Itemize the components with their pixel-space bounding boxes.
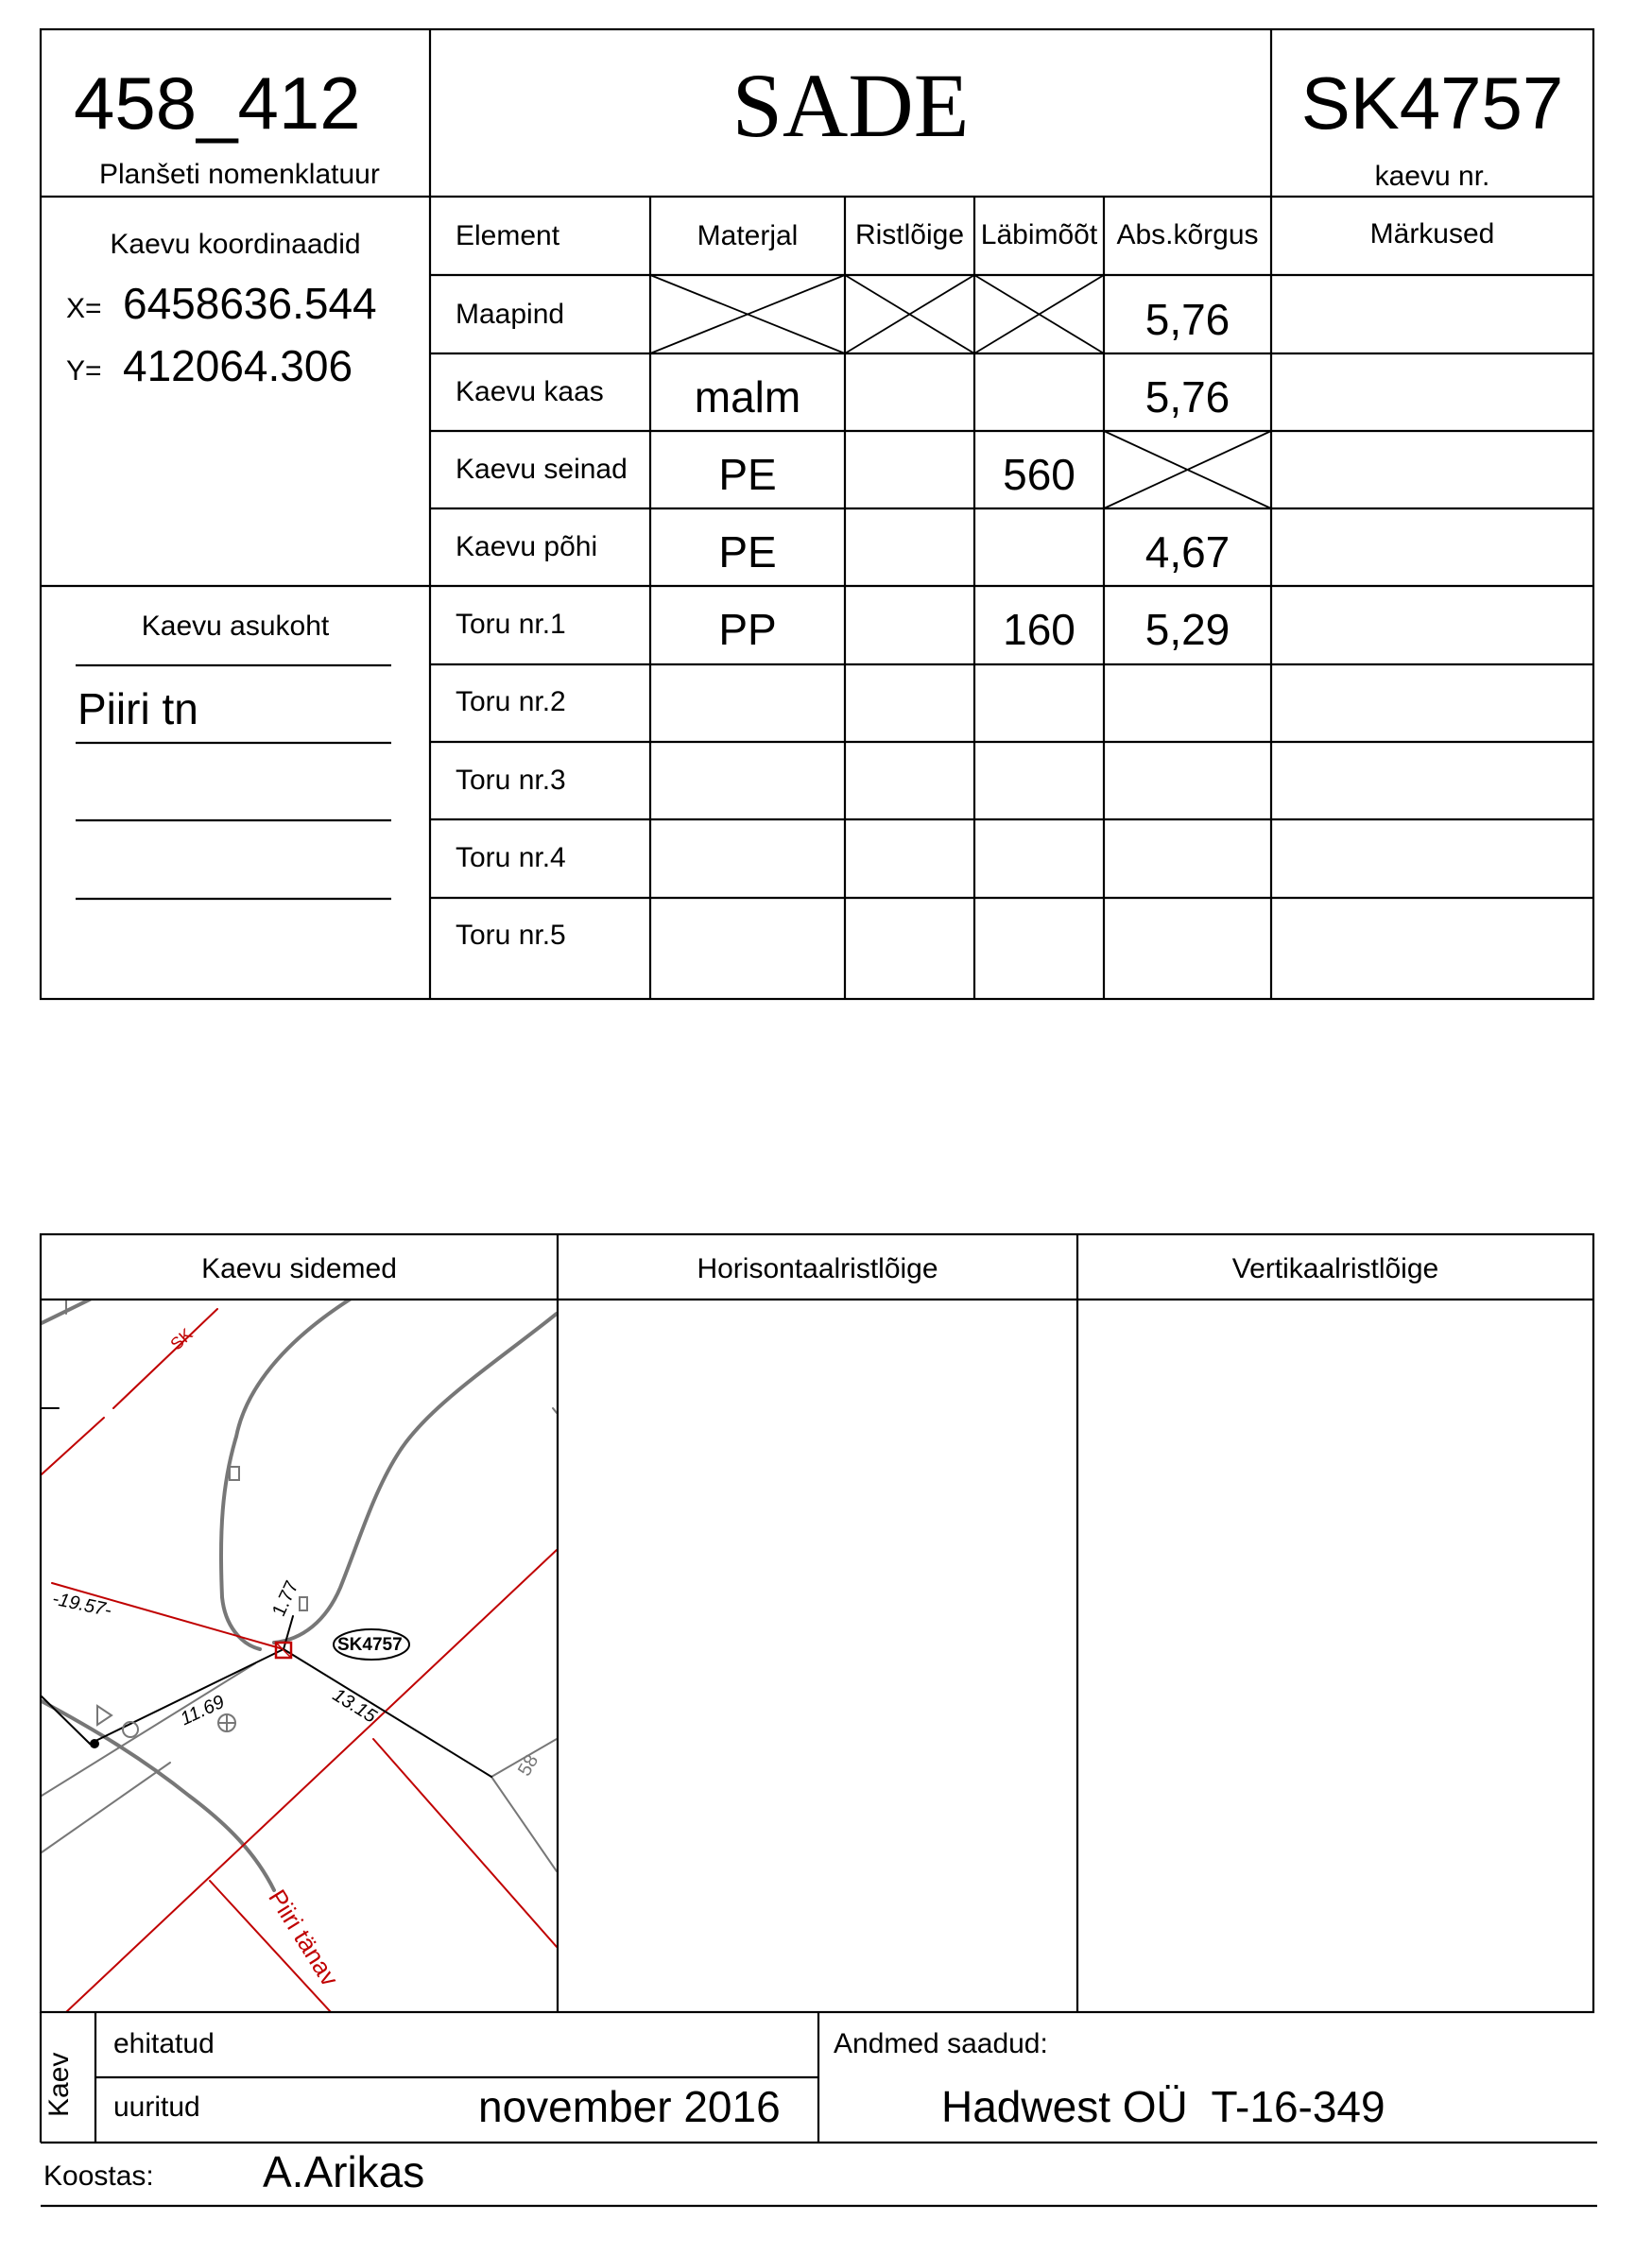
surveyed-date: november 2016	[478, 2082, 781, 2131]
well-number: SK4757	[1300, 61, 1564, 145]
vertical-section-label: Vertikaalristlõige	[1231, 1253, 1439, 1284]
author-label: Koostas:	[43, 2160, 154, 2192]
x-coordinate: 6458636.544	[123, 279, 377, 328]
map-dim-2: 11.69	[177, 1691, 228, 1730]
row-element: Kaevu kaas	[456, 376, 604, 407]
row-diameter: 560	[1003, 450, 1076, 499]
coordinates-label: Kaevu koordinaadid	[110, 229, 361, 260]
y-label: Y=	[66, 355, 102, 387]
horizontal-section-label: Horisontaalristlõige	[697, 1253, 938, 1284]
row-material: PP	[718, 605, 777, 654]
ties-section-label: Kaevu sidemed	[201, 1253, 397, 1284]
map-line-label: SK	[166, 1324, 197, 1354]
col-header-material: Materjal	[697, 220, 799, 251]
map-dim-1: 1.77	[268, 1577, 303, 1620]
col-header-elevation: Abs.kõrgus	[1116, 219, 1259, 250]
row-elevation: 4,67	[1144, 527, 1230, 577]
row-element: Toru nr.5	[456, 920, 566, 951]
planset-number: 458_412	[74, 61, 361, 145]
row-diameter: 160	[1003, 605, 1076, 654]
map-well-tag: SK4757	[337, 1635, 403, 1655]
col-header-element: Element	[456, 220, 560, 251]
author-name: A.Arikas	[263, 2147, 425, 2196]
side-label: Kaev	[43, 2052, 75, 2117]
row-material: PE	[718, 450, 777, 499]
location-line-1: Piiri tn	[77, 684, 198, 733]
row-material: PE	[718, 527, 777, 577]
row-material: malm	[694, 372, 801, 422]
planset-label: Planšeti nomenklatuur	[99, 159, 380, 190]
data-source-label: Andmed saadud:	[834, 2028, 1048, 2059]
col-header-notes: Märkused	[1369, 218, 1495, 250]
row-element: Toru nr.2	[456, 686, 566, 717]
built-label: ehitatud	[113, 2028, 215, 2059]
row-elevation: 5,29	[1144, 605, 1230, 654]
well-number-label: kaevu nr.	[1374, 161, 1490, 192]
data-source-value: Hadwest OÜ T-16-349	[941, 2082, 1385, 2131]
row-elevation: 5,76	[1144, 295, 1230, 344]
row-element: Kaevu põhi	[456, 531, 598, 562]
y-coordinate: 412064.306	[123, 341, 353, 390]
col-header-diameter: Läbimõõt	[980, 219, 1098, 250]
row-element: Toru nr.3	[456, 765, 566, 796]
tie-lines	[42, 1616, 491, 1777]
row-element: Toru nr.4	[456, 842, 566, 873]
row-element: Maapind	[456, 299, 565, 330]
row-element: Toru nr.1	[456, 609, 566, 640]
surveyed-label: uuritud	[113, 2091, 200, 2123]
page-title: SADE	[731, 55, 970, 156]
map-street-label: Piiri tänav	[263, 1884, 345, 1991]
road-edge-lines	[42, 1300, 557, 1890]
map-dim-4: -19.57-	[50, 1588, 113, 1622]
well-marker-icon	[276, 1643, 291, 1658]
row-element: Kaevu seinad	[456, 454, 628, 485]
x-label: X=	[66, 293, 102, 324]
map-house-number: 58	[514, 1750, 543, 1781]
location-label: Kaevu asukoht	[141, 611, 330, 642]
row-elevation: 5,76	[1144, 372, 1230, 422]
map-dim-3: 13.15	[328, 1684, 381, 1728]
col-header-cross-section: Ristlõige	[854, 219, 965, 250]
